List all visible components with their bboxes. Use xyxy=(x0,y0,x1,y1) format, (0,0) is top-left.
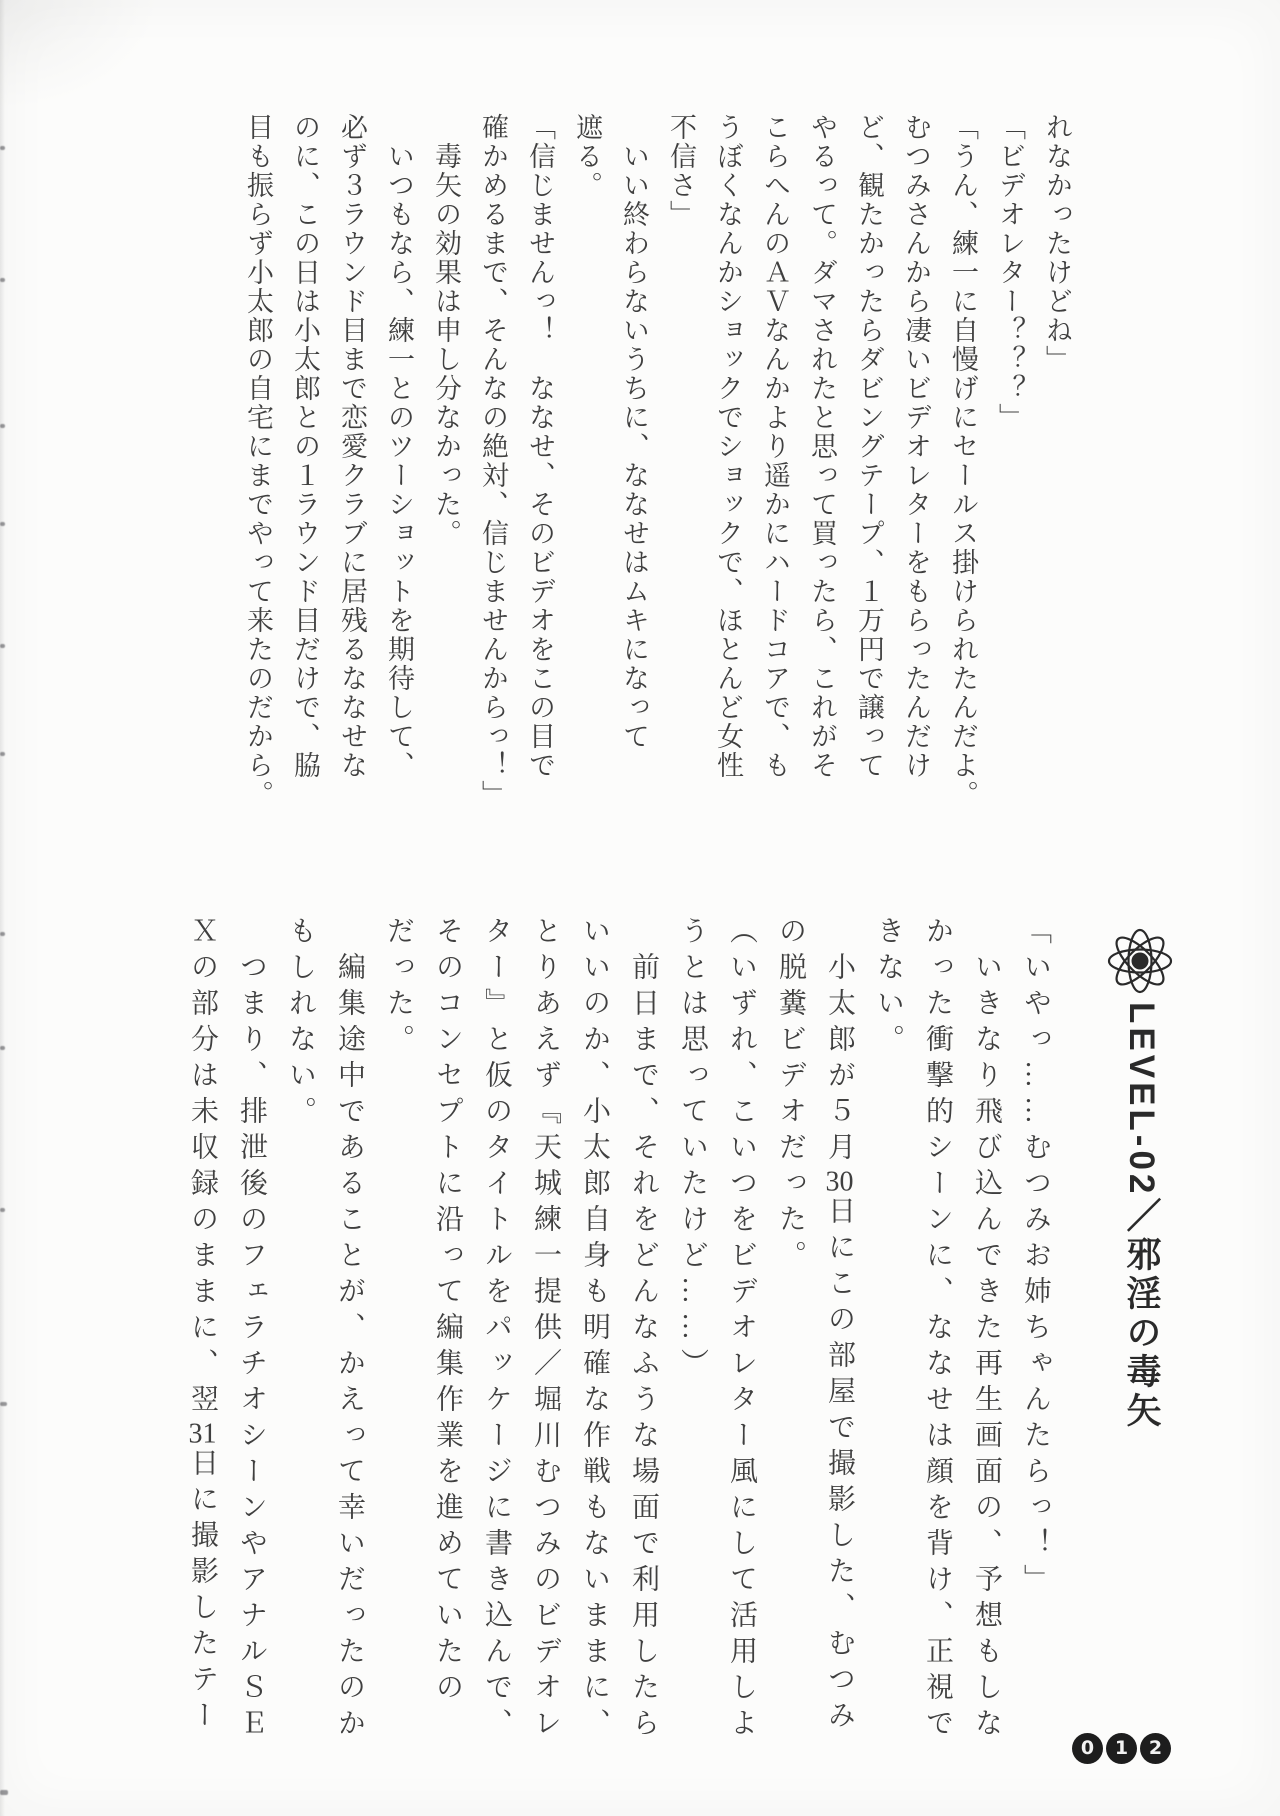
scan-edge-shade xyxy=(0,0,5,1816)
section-title: LEVEL-02／邪淫の毒矢 xyxy=(1122,1002,1161,1432)
scan-corner-shade xyxy=(0,0,160,110)
text-column: きない。 xyxy=(873,916,904,1060)
text-column: 毒矢の効果は申し分なかった。 xyxy=(431,113,461,548)
text-column: 遮る。 xyxy=(572,113,602,200)
text-column: れなかったけどね」 xyxy=(1042,113,1072,374)
text-column: 確かめるまで、そんなの絶対、信じませんからっ！」 xyxy=(478,113,508,809)
tate-chu-yoko-digits: 30 xyxy=(825,1168,854,1196)
scan-smudge xyxy=(0,932,5,936)
text-column: 目も振らず小太郎の自宅にまでやって来たのだから。 xyxy=(243,113,273,809)
text-column: かった衝撃的シーンに、ななせは顔を背け、正視で xyxy=(922,916,953,1744)
text-column: ター』と仮のタイトルをパッケージに書き込んで、 xyxy=(481,916,512,1744)
text-column: 小太郎が５月30日にこの部屋で撮影した、むつみ xyxy=(824,916,855,1736)
scan-smudge xyxy=(0,1208,5,1212)
text-column: 「信じませんっ！ ななせ、そのビデオをこの目で xyxy=(525,113,555,780)
page-number-digit: 1 xyxy=(1106,1733,1137,1764)
text-column: こらへんのＡＶなんかより遥かにハードコアで、も xyxy=(760,113,790,780)
upper-text-block xyxy=(234,113,1080,828)
text-column: うとは思っていたけど……） xyxy=(677,916,708,1384)
text-column: （いずれ、こいつをビデオレター風にして活用しよ xyxy=(726,916,757,1744)
text-column: うぼくなんかショックでショックで、ほとんど女性 xyxy=(713,113,743,780)
page-number-digit: 0 xyxy=(1072,1733,1103,1764)
lower-text-block xyxy=(178,916,1060,1784)
scan-smudge xyxy=(0,1402,7,1406)
text-column: 不信さ」 xyxy=(666,113,696,229)
text-column: つまり、排泄後のフェラチオシーンやアナルＳＥ xyxy=(236,916,267,1744)
scan-smudge xyxy=(0,644,5,648)
page-number xyxy=(1072,1733,1171,1764)
text-column: だった。 xyxy=(383,916,414,1060)
scan-smudge xyxy=(0,1790,8,1795)
scan-smudge xyxy=(0,1046,5,1050)
scan-smudge xyxy=(0,146,5,150)
text-column: とりあえず『天城練一提供／堀川むつみのビデオレ xyxy=(530,916,561,1744)
text-column: のに、この日は小太郎との１ラウンド目だけで、脇 xyxy=(290,113,320,780)
atom-flower-icon xyxy=(1106,926,1174,996)
scan-smudge xyxy=(0,424,5,428)
text-column: の脱糞ビデオだった。 xyxy=(775,916,806,1276)
scan-smudge xyxy=(0,752,5,756)
page-number-digit: 2 xyxy=(1140,1733,1171,1764)
text-column: もしれない。 xyxy=(285,916,316,1132)
text-column: いきなり飛び込んできた再生画面の、予想もしな xyxy=(971,916,1002,1744)
text-column: Ｘの部分は未収録のままに、翌31日に撮影したテー xyxy=(187,916,218,1736)
text-column: 編集途中であることが、かえって幸いだったのか xyxy=(334,916,365,1744)
text-column: 「ビデオレター？？？」 xyxy=(995,113,1025,432)
text-column: ど、観たかったらダビングテープ、１万円で譲って xyxy=(854,113,884,780)
scan-smudge xyxy=(0,278,5,282)
text-column: やるって。ダマされたと思って買ったら、これがそ xyxy=(807,113,837,780)
text-column: そのコンセプトに沿って編集作業を進めていたの xyxy=(432,916,463,1708)
text-column: 「うん、練一に自慢げにセールス掛けられたんだよ。 xyxy=(948,113,978,809)
text-column: いいのか、小太郎自身も明確な作戦もないままに、 xyxy=(579,916,610,1744)
text-column: むつみさんから凄いビデオレターをもらったんだけ xyxy=(901,113,931,780)
text-column: 必ず３ラウンド目まで恋愛クラブに居残るななせな xyxy=(337,113,367,780)
scan-smudge xyxy=(0,522,5,526)
text-column: 「いやっ……むつみお姉ちゃんたらっ！」 xyxy=(1020,916,1051,1600)
tate-chu-yoko-digits: 31 xyxy=(188,1420,217,1448)
text-column: いつもなら、練一とのツーショットを期待して、 xyxy=(384,113,414,780)
text-column: 前日まで、それをどんなふうな場面で利用したら xyxy=(628,916,659,1744)
text-column: いい終わらないうちに、ななせはムキになって xyxy=(619,113,649,751)
